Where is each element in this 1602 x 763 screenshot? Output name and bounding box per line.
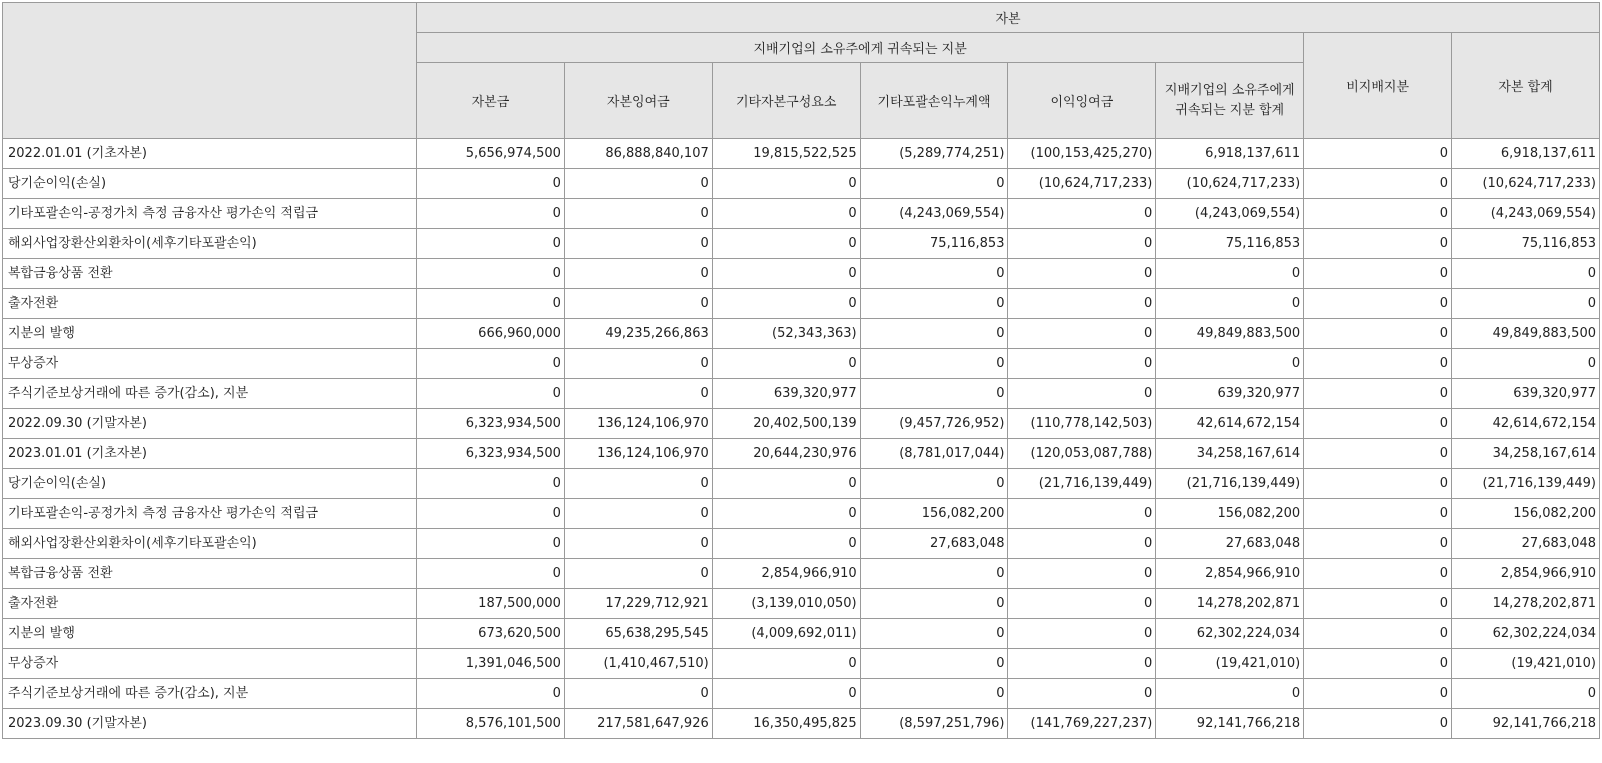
value-cell: 666,960,000 [417,319,565,349]
value-cell: 34,258,167,614 [1452,439,1600,469]
header-corner-cell [3,3,417,139]
table-row [3,349,1600,379]
value-cell: 0 [712,649,860,679]
value-cell: 0 [860,379,1008,409]
value-cell: 0 [1008,319,1156,349]
table-row [3,619,1600,649]
header-accumulated-oci: 기타포괄손익누계액 [860,63,1008,139]
value-cell: 156,082,200 [860,499,1008,529]
value-cell: 6,918,137,611 [1452,139,1600,169]
value-cell: 0 [1156,289,1304,319]
value-cell: 0 [1452,259,1600,289]
header-capital-surplus: 자본잉여금 [564,63,712,139]
value-cell: 49,849,883,500 [1156,319,1304,349]
value-cell: 2,854,966,910 [712,559,860,589]
row-label: 무상증자 [3,649,417,679]
table-row [3,649,1600,679]
value-cell: 0 [860,319,1008,349]
value-cell: 136,124,106,970 [564,439,712,469]
value-cell: 0 [417,499,565,529]
table-row [3,259,1600,289]
table-row [3,679,1600,709]
value-cell: 0 [1452,289,1600,319]
value-cell: 0 [417,559,565,589]
table-row [3,469,1600,499]
table-row [3,559,1600,589]
value-cell: 0 [1008,589,1156,619]
value-cell: 0 [564,289,712,319]
value-cell: 639,320,977 [1156,379,1304,409]
value-cell: 62,302,224,034 [1452,619,1600,649]
value-cell: 0 [860,679,1008,709]
value-cell: 0 [1304,409,1452,439]
value-cell: (10,624,717,233) [1156,169,1304,199]
value-cell: 2,854,966,910 [1156,559,1304,589]
value-cell: (21,716,139,449) [1452,469,1600,499]
value-cell: (110,778,142,503) [1008,409,1156,439]
value-cell: 0 [712,229,860,259]
value-cell: (100,153,425,270) [1008,139,1156,169]
value-cell: 0 [1304,139,1452,169]
value-cell: 0 [417,259,565,289]
value-cell: (19,421,010) [1452,649,1600,679]
header-non-controlling: 비지배지분 [1304,33,1452,139]
row-label: 지분의 발행 [3,319,417,349]
value-cell: 0 [1304,439,1452,469]
value-cell: 17,229,712,921 [564,589,712,619]
value-cell: 0 [417,529,565,559]
row-label: 해외사업장환산외환차이(세후기타포괄손익) [3,529,417,559]
table-row [3,199,1600,229]
value-cell: 0 [1304,649,1452,679]
header-retained-earnings: 이익잉여금 [1008,63,1156,139]
value-cell: 0 [1304,259,1452,289]
value-cell: (120,053,087,788) [1008,439,1156,469]
value-cell: 217,581,647,926 [564,709,712,739]
value-cell: 0 [712,259,860,289]
value-cell: (52,343,363) [712,319,860,349]
value-cell: 0 [417,229,565,259]
value-cell: 0 [417,379,565,409]
value-cell: 156,082,200 [1452,499,1600,529]
value-cell: 0 [1008,289,1156,319]
value-cell: 0 [1304,169,1452,199]
value-cell: 0 [1008,349,1156,379]
row-label: 복합금융상품 전환 [3,559,417,589]
value-cell: 2,854,966,910 [1452,559,1600,589]
value-cell: 187,500,000 [417,589,565,619]
value-cell: 0 [712,499,860,529]
row-label: 2023.09.30 (기말자본) [3,709,417,739]
value-cell: 0 [564,679,712,709]
table-row [3,709,1600,739]
table-row [3,589,1600,619]
value-cell: 5,656,974,500 [417,139,565,169]
value-cell: 0 [1304,289,1452,319]
value-cell: 0 [860,469,1008,499]
value-cell: 0 [1304,499,1452,529]
value-cell: 0 [564,559,712,589]
row-label: 2022.09.30 (기말자본) [3,409,417,439]
value-cell: 0 [1304,349,1452,379]
table-body [3,139,1600,739]
value-cell: 673,620,500 [417,619,565,649]
value-cell: 0 [417,349,565,379]
value-cell: 42,614,672,154 [1156,409,1304,439]
row-label: 2023.01.01 (기초자본) [3,439,417,469]
value-cell: 92,141,766,218 [1452,709,1600,739]
value-cell: 0 [1008,259,1156,289]
value-cell: (8,781,017,044) [860,439,1008,469]
row-label: 해외사업장환산외환차이(세후기타포괄손익) [3,229,417,259]
value-cell: 0 [417,199,565,229]
value-cell: 0 [1008,379,1156,409]
value-cell: (3,139,010,050) [712,589,860,619]
value-cell: 0 [564,229,712,259]
row-label: 당기순이익(손실) [3,469,417,499]
value-cell: 0 [417,469,565,499]
value-cell: 0 [712,469,860,499]
value-cell: 0 [1452,679,1600,709]
value-cell: 0 [417,169,565,199]
value-cell: 0 [417,289,565,319]
value-cell: 16,350,495,825 [712,709,860,739]
value-cell: 20,402,500,139 [712,409,860,439]
value-cell: (5,289,774,251) [860,139,1008,169]
value-cell: 0 [564,529,712,559]
value-cell: 86,888,840,107 [564,139,712,169]
value-cell: 27,683,048 [1156,529,1304,559]
value-cell: 0 [860,589,1008,619]
value-cell: 0 [1008,679,1156,709]
value-cell: (21,716,139,449) [1156,469,1304,499]
value-cell: 156,082,200 [1156,499,1304,529]
value-cell: 0 [712,679,860,709]
value-cell: 92,141,766,218 [1156,709,1304,739]
value-cell: (19,421,010) [1156,649,1304,679]
value-cell: (1,410,467,510) [564,649,712,679]
value-cell: 0 [564,499,712,529]
row-label: 당기순이익(손실) [3,169,417,199]
value-cell: 6,918,137,611 [1156,139,1304,169]
value-cell: 0 [1304,229,1452,259]
row-label: 기타포괄손익-공정가치 측정 금융자산 평가손익 적립금 [3,499,417,529]
value-cell: 0 [1156,349,1304,379]
value-cell: 0 [1304,469,1452,499]
value-cell: 0 [860,649,1008,679]
value-cell: 0 [860,259,1008,289]
value-cell: 0 [564,259,712,289]
value-cell: 0 [1304,589,1452,619]
value-cell: 0 [712,169,860,199]
value-cell: 0 [1304,709,1452,739]
value-cell: 0 [860,349,1008,379]
value-cell: 0 [860,289,1008,319]
header-parent-equity-total: 지배기업의 소유주에게 귀속되는 지분 합계 [1156,63,1304,139]
value-cell: 0 [1304,379,1452,409]
value-cell: 0 [1304,319,1452,349]
row-label: 무상증자 [3,349,417,379]
value-cell: 0 [1008,649,1156,679]
row-label: 복합금융상품 전환 [3,259,417,289]
table-row [3,139,1600,169]
value-cell: 0 [860,169,1008,199]
value-cell: (10,624,717,233) [1008,169,1156,199]
value-cell: 42,614,672,154 [1452,409,1600,439]
header-parent-equity: 지배기업의 소유주에게 귀속되는 지분 [417,33,1304,63]
value-cell: 75,116,853 [1156,229,1304,259]
value-cell: (4,009,692,011) [712,619,860,649]
value-cell: 0 [1304,199,1452,229]
value-cell: 0 [1452,349,1600,379]
value-cell: 65,638,295,545 [564,619,712,649]
value-cell: 0 [712,529,860,559]
value-cell: 20,644,230,976 [712,439,860,469]
value-cell: 14,278,202,871 [1452,589,1600,619]
value-cell: 75,116,853 [860,229,1008,259]
value-cell: 0 [564,169,712,199]
value-cell: 0 [1008,559,1156,589]
value-cell: (141,769,227,237) [1008,709,1156,739]
value-cell: 6,323,934,500 [417,439,565,469]
value-cell: 27,683,048 [1452,529,1600,559]
row-label: 주식기준보상거래에 따른 증가(감소), 지분 [3,379,417,409]
value-cell: 0 [1008,229,1156,259]
value-cell: 75,116,853 [1452,229,1600,259]
header-row-1 [3,3,1600,33]
value-cell: 0 [564,199,712,229]
table-header [3,3,1600,139]
value-cell: (9,457,726,952) [860,409,1008,439]
row-label: 출자전환 [3,589,417,619]
value-cell: 0 [712,289,860,319]
table-row [3,409,1600,439]
value-cell: 0 [564,349,712,379]
value-cell: (4,243,069,554) [1156,199,1304,229]
value-cell: 0 [1008,619,1156,649]
value-cell: 19,815,522,525 [712,139,860,169]
header-other-capital: 기타자본구성요소 [712,63,860,139]
value-cell: 0 [1156,679,1304,709]
value-cell: 0 [1008,199,1156,229]
value-cell: (8,597,251,796) [860,709,1008,739]
value-cell: 0 [1304,529,1452,559]
value-cell: 49,849,883,500 [1452,319,1600,349]
table-row [3,529,1600,559]
value-cell: 0 [1008,499,1156,529]
value-cell: 0 [712,349,860,379]
value-cell: 136,124,106,970 [564,409,712,439]
value-cell: 0 [1008,529,1156,559]
header-capital: 자본 [417,3,1600,33]
row-label: 기타포괄손익-공정가치 측정 금융자산 평가손익 적립금 [3,199,417,229]
value-cell: 0 [417,679,565,709]
table-row [3,499,1600,529]
value-cell: 639,320,977 [712,379,860,409]
value-cell: 0 [564,379,712,409]
value-cell: 8,576,101,500 [417,709,565,739]
table-row [3,379,1600,409]
value-cell: 62,302,224,034 [1156,619,1304,649]
row-label: 2022.01.01 (기초자본) [3,139,417,169]
value-cell: 0 [1304,559,1452,589]
value-cell: 14,278,202,871 [1156,589,1304,619]
header-total-equity: 자본 합계 [1452,33,1600,139]
value-cell: 639,320,977 [1452,379,1600,409]
value-cell: 0 [1304,619,1452,649]
table-row [3,319,1600,349]
value-cell: (4,243,069,554) [1452,199,1600,229]
value-cell: 0 [712,199,860,229]
value-cell: (4,243,069,554) [860,199,1008,229]
row-label: 출자전환 [3,289,417,319]
table-row [3,169,1600,199]
value-cell: 1,391,046,500 [417,649,565,679]
value-cell: 0 [564,469,712,499]
row-label: 지분의 발행 [3,619,417,649]
equity-statement-table [2,2,1600,739]
value-cell: 34,258,167,614 [1156,439,1304,469]
value-cell: (21,716,139,449) [1008,469,1156,499]
table-row [3,229,1600,259]
row-label: 주식기준보상거래에 따른 증가(감소), 지분 [3,679,417,709]
value-cell: 0 [860,619,1008,649]
value-cell: (10,624,717,233) [1452,169,1600,199]
value-cell: 0 [1304,679,1452,709]
table-row [3,439,1600,469]
value-cell: 0 [1156,259,1304,289]
header-share-capital: 자본금 [417,63,565,139]
value-cell: 0 [860,559,1008,589]
value-cell: 27,683,048 [860,529,1008,559]
value-cell: 49,235,266,863 [564,319,712,349]
table-row [3,289,1600,319]
value-cell: 6,323,934,500 [417,409,565,439]
